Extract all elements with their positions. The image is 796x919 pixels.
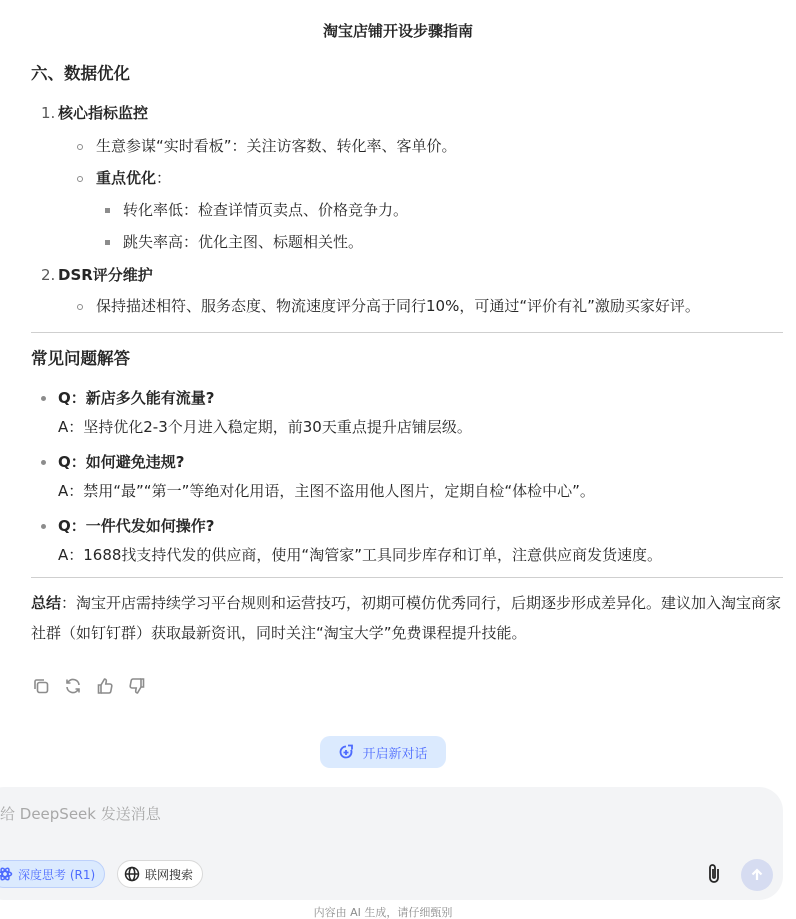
faq-item bbox=[31, 383, 783, 441]
regenerate-icon[interactable] bbox=[63, 676, 83, 696]
atom-icon bbox=[0, 866, 13, 882]
list-item bbox=[41, 262, 783, 322]
faq-answer: A：1688找支持代发的供应商，使用“淘管家”工具同步库存和订单，注意供应商发货速度。 bbox=[58, 546, 662, 564]
list-item bbox=[69, 162, 783, 258]
faq-answer: A：坚持优化2-3个月进入稳定期，前30天重点提升店铺层级。 bbox=[58, 418, 472, 436]
list-number: 2. bbox=[41, 266, 56, 284]
divider bbox=[31, 332, 783, 333]
web-search-label: 联网搜索 bbox=[145, 867, 194, 882]
sub-list bbox=[69, 290, 783, 322]
faq-item bbox=[31, 447, 783, 505]
ai-disclaimer: 内容由 AI 生成，请仔细甄别 bbox=[313, 906, 453, 919]
summary-label: 总结 bbox=[31, 594, 62, 612]
nested-sub-list bbox=[96, 194, 783, 258]
list-item: 生意参谋“实时看板”：关注访客数、转化率、客单价。 bbox=[69, 130, 783, 162]
new-chat-button[interactable] bbox=[320, 736, 446, 768]
bold-label: 重点优化 bbox=[96, 169, 157, 187]
message-input[interactable]: 给 DeepSeek 发送消息 bbox=[0, 805, 161, 823]
paperclip-icon[interactable] bbox=[702, 862, 726, 886]
divider bbox=[31, 577, 783, 578]
thumbs-up-icon[interactable] bbox=[95, 676, 115, 696]
list-item: 转化率低：检查详情页卖点、价格竞争力。 bbox=[96, 194, 783, 226]
section-heading-data-optimization: 六、数据优化 bbox=[31, 64, 130, 83]
new-chat-label: 开启新对话 bbox=[362, 746, 428, 762]
new-chat-icon bbox=[338, 744, 354, 760]
faq-question: Q：一件代发如何操作? bbox=[58, 517, 215, 535]
summary-text: ：淘宝开店需持续学习平台规则和运营技巧，初期可模仿优秀同行，后期逐步形成差异化。建议加入淘宝商家社群（如钉钉群）获取最新资讯，同时关注“淘宝大学”免费课程提升技能。 bbox=[31, 594, 782, 642]
numbered-list bbox=[41, 100, 783, 322]
faq-list bbox=[31, 383, 783, 569]
message-composer bbox=[0, 787, 783, 900]
message-content bbox=[31, 60, 783, 648]
faq-item bbox=[31, 511, 783, 569]
sub-list bbox=[69, 130, 783, 258]
web-search-toggle[interactable] bbox=[117, 860, 203, 888]
deep-think-label: 深度思考 (R1) bbox=[18, 867, 96, 882]
list-item-title: DSR评分维护 bbox=[58, 266, 153, 284]
list-number: 1. bbox=[41, 104, 56, 122]
faq-answer: A：禁用“最”“第一”等绝对化用语，主图不盗用他人图片，定期自检“体检中心”。 bbox=[58, 482, 595, 500]
faq-question: Q：如何避免违规? bbox=[58, 453, 185, 471]
arrow-up-icon bbox=[749, 867, 765, 883]
page-title: 淘宝店铺开设步骤指南 bbox=[322, 22, 473, 40]
globe-icon bbox=[124, 866, 140, 882]
deep-think-toggle[interactable] bbox=[0, 860, 105, 888]
message-actions bbox=[31, 676, 147, 696]
faq-question: Q：新店多久能有流量? bbox=[58, 389, 215, 407]
copy-icon[interactable] bbox=[31, 676, 51, 696]
list-item: 跳失率高：优化主图、标题相关性。 bbox=[96, 226, 783, 258]
thumbs-down-icon[interactable] bbox=[127, 676, 147, 696]
section-heading-faq: 常见问题解答 bbox=[31, 349, 130, 368]
send-button[interactable] bbox=[741, 859, 773, 891]
list-item-title: 核心指标监控 bbox=[58, 104, 149, 122]
summary-paragraph bbox=[31, 588, 783, 648]
label-suffix: ： bbox=[156, 169, 172, 187]
list-item bbox=[41, 100, 783, 258]
list-item: 保持描述相符、服务态度、物流速度评分高于同行10%，可通过“评价有礼”激励买家好评。 bbox=[69, 290, 783, 322]
